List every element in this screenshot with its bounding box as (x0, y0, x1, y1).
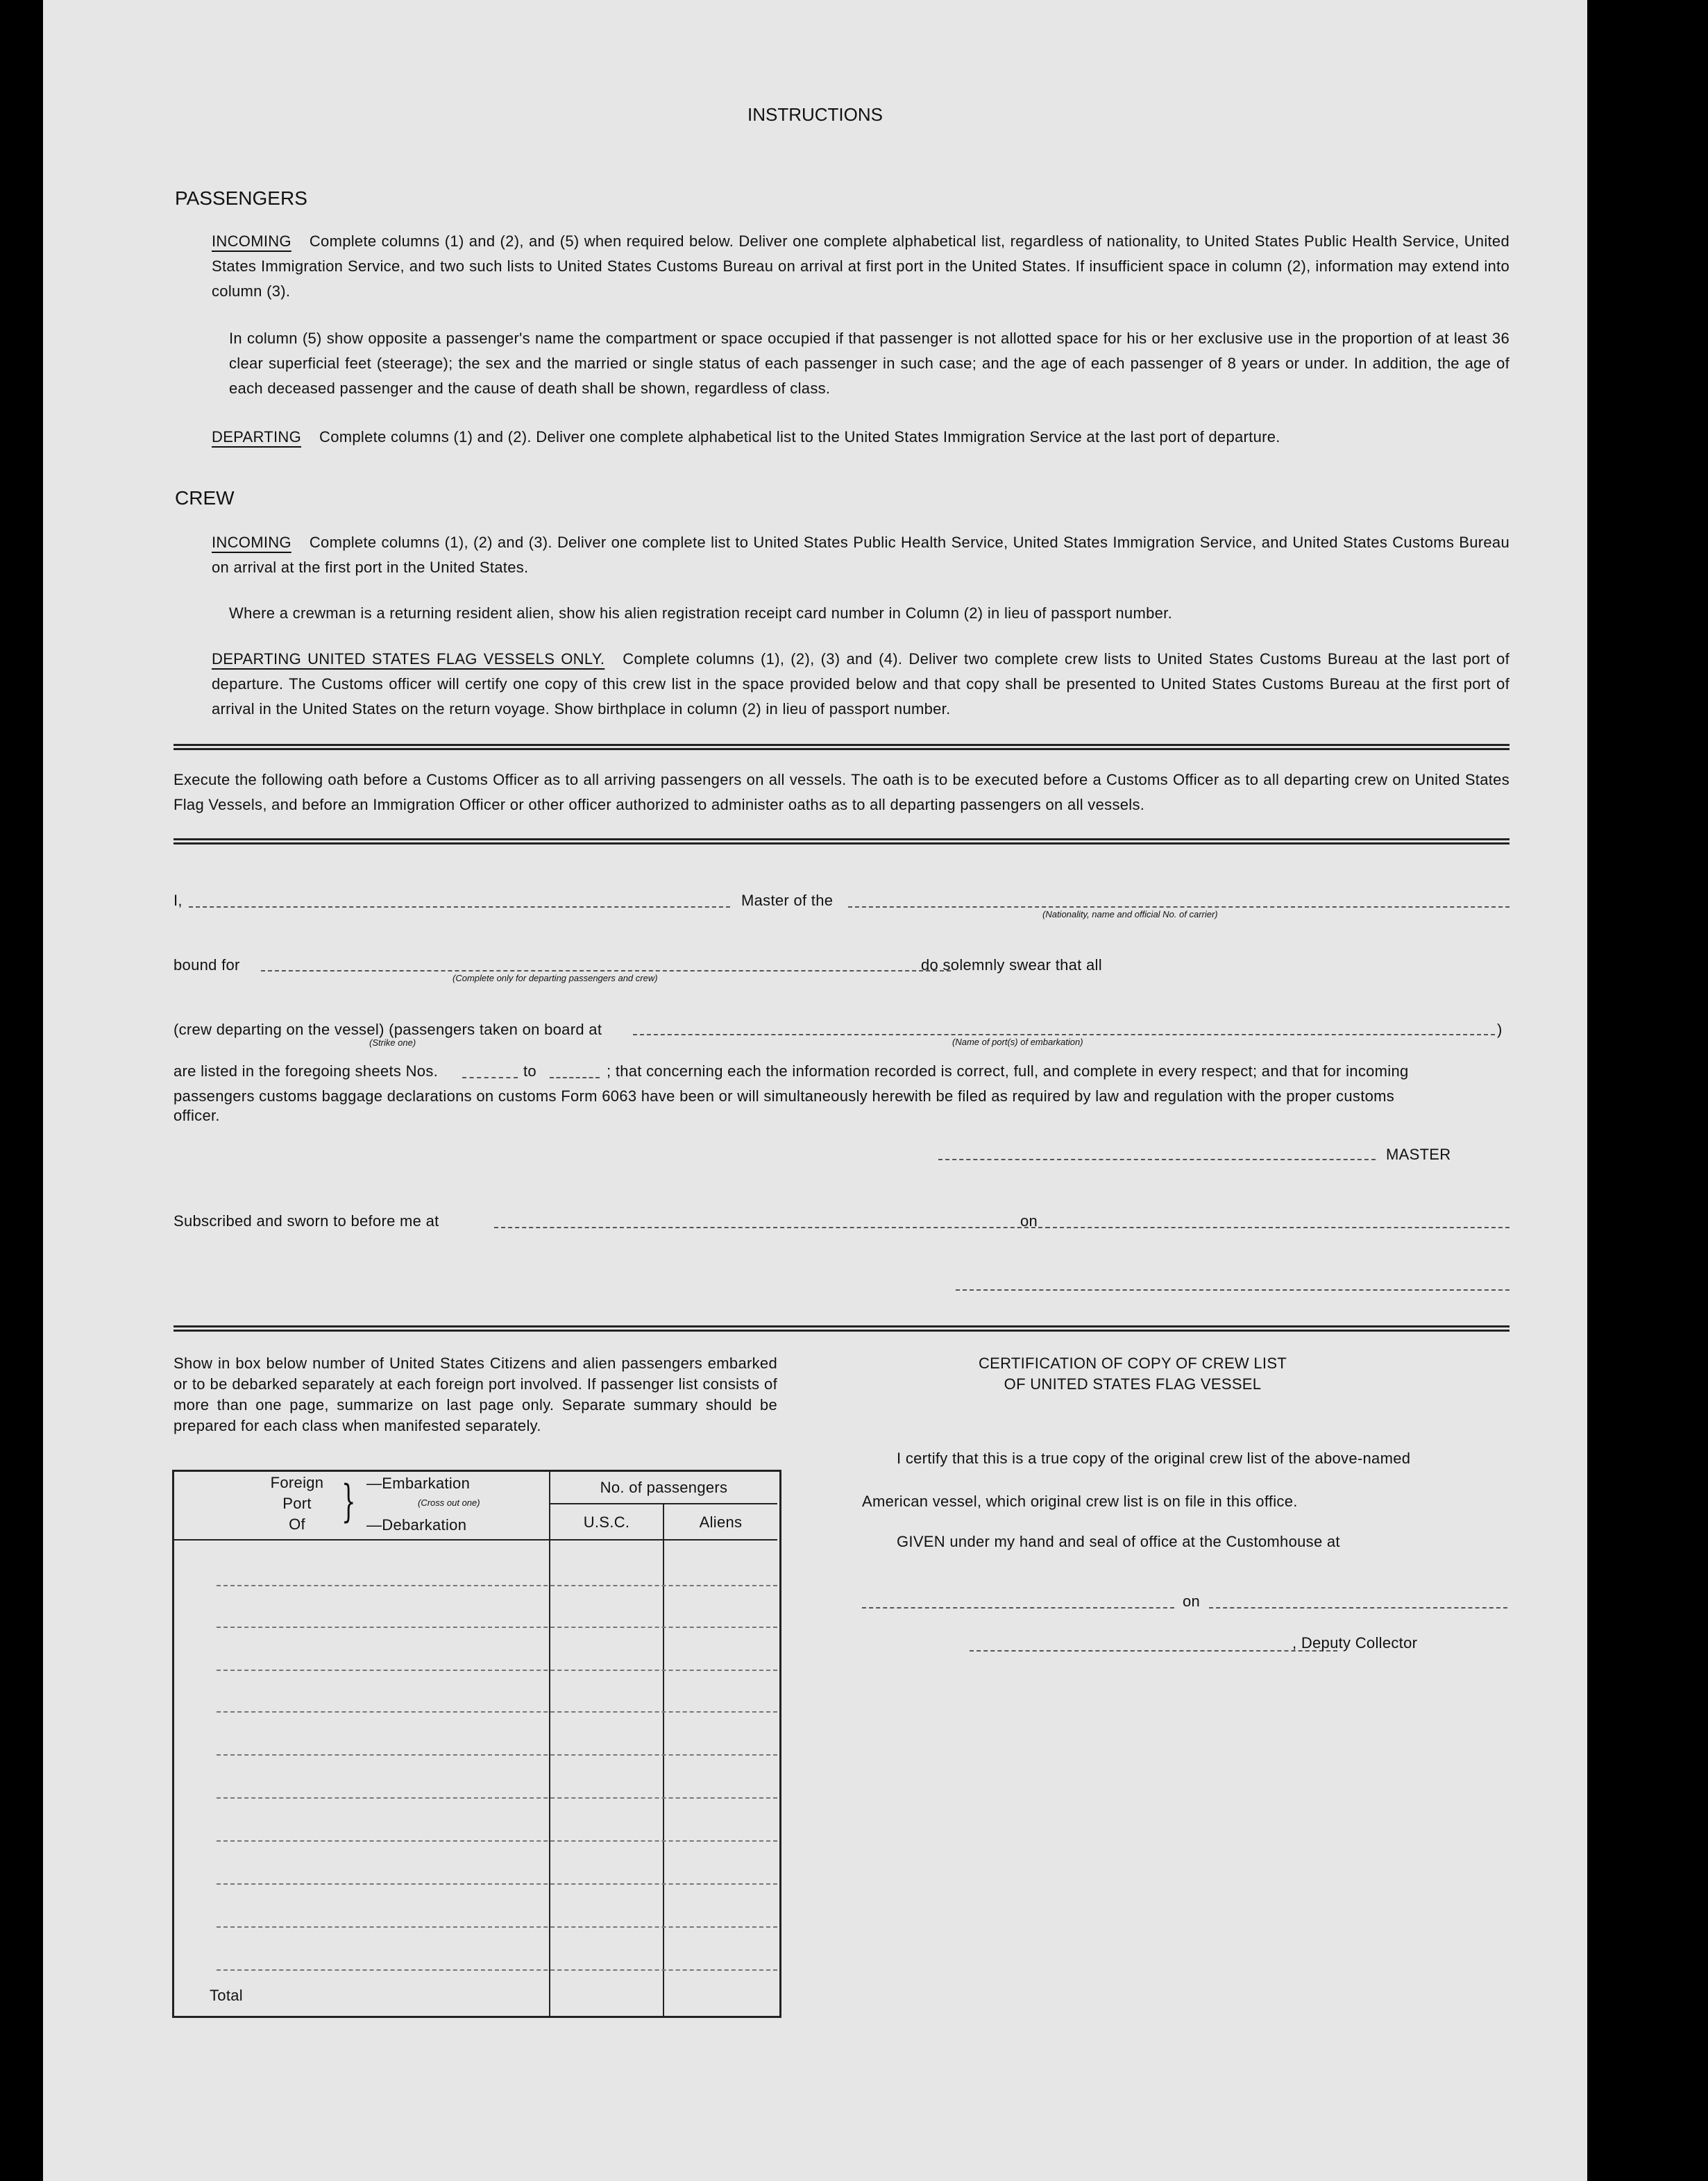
passengers-heading: PASSENGERS (175, 187, 307, 209)
usc-header: U.S.C. (583, 1513, 630, 1531)
table-row[interactable] (217, 1797, 777, 1799)
table-header-rule (174, 1539, 777, 1541)
listed-text-1: are listed in the foregoing sheets Nos. (174, 1062, 439, 1080)
listed-text-2: ; that concerning each the information recorded is correct, full, and complete in every respect; and that for incoming (607, 1062, 1409, 1080)
double-rule (174, 744, 1510, 750)
subscribed-label: Subscribed and sworn to before me at (174, 1212, 439, 1230)
certification-title-line-1: CERTIFICATION OF COPY OF CREW LIST (978, 1355, 1287, 1372)
form-sheet (43, 0, 1587, 2181)
passengers-departing-text: Complete columns (1) and (2). Deliver one complete alphabetical list to the United States Immigration Service at the last port of departure. (319, 428, 1280, 445)
aliens-header: Aliens (699, 1513, 743, 1531)
crew-departing-text: Complete columns (1), (2), (3) and (4). Deliver two complete crew lists to United States Customs Bureau at the last port of departure. The Customs officer will certify one copy of this crew list in the space provided below and that copy shall be presented to United States Customs Bureau at the first port of arrival in the United States on the return voyage. Show birthplace in column (2) in lieu of passport number. (212, 650, 1510, 718)
subscribed-on-label: on (1020, 1212, 1038, 1230)
table-column-rule (663, 1503, 664, 2016)
swear-text: do solemnly swear that all (921, 956, 1102, 974)
table-row[interactable] (217, 1883, 777, 1885)
certification-line-1: I certify that this is a true copy of the original crew list of the above-named (897, 1450, 1411, 1467)
listed-text-3: passengers customs baggage declarations on customs Form 6063 have been or will simultaneously herewith be filed as required by law and regulation with the proper customs (174, 1087, 1395, 1105)
bound-for-field[interactable] (261, 970, 951, 971)
complete-hint: (Complete only for departing passengers and crew) (453, 973, 658, 983)
table-row[interactable] (217, 1840, 777, 1842)
table-row[interactable] (217, 1670, 777, 1671)
nationality-hint: (Nationality, name and official No. of carrier) (1042, 909, 1218, 919)
passengers-incoming-label: INCOMING (212, 232, 291, 250)
oath-i-label: I, (174, 892, 183, 909)
passengers-incoming-paragraph (212, 229, 1510, 304)
foreign-port-label (255, 1473, 339, 1535)
table-column-rule (549, 1472, 550, 2016)
no-passengers-header: No. of passengers (600, 1479, 728, 1496)
crew-resident-paragraph: Where a crewman is a returning resident alien, show his alien registration receipt card number in Column (2) in lieu of passport number. (229, 604, 1172, 622)
crew-incoming-label: INCOMING (212, 534, 291, 551)
ports-hint: (Name of port(s) of embarkation) (952, 1037, 1083, 1047)
passengers-departing-paragraph (212, 425, 1510, 450)
passengers-incoming-text: Complete columns (1) and (2), and (5) when required below. Deliver one complete alphabetical list, regardless of nationality, to United States Public Health Service, United States Immigration Service, and two such lists to United States Customs Bureau on arrival at first port in the United States. If insufficient space in column (2), information may extend into column (3). (212, 232, 1510, 300)
listed-text-4: officer. (174, 1107, 220, 1124)
ports-field[interactable] (633, 1034, 1495, 1035)
summary-instructions: Show in box below number of United States Citizens and alien passengers embarked or to be debarked separately at each foreign port involved. If passenger list consists of more than one page, summarize on last page only. Separate summary should be prepared for each class when manifested separately. (174, 1355, 777, 1434)
master-label: MASTER (1386, 1146, 1451, 1163)
page-title: INSTRUCTIONS (747, 104, 883, 125)
crew-departing-text: (crew departing on the vessel) (passengers taken on board at (174, 1021, 602, 1038)
deputy-collector-field[interactable] (970, 1650, 1337, 1652)
passenger-summary-table (172, 1470, 781, 2018)
certification-date-field[interactable] (1209, 1607, 1507, 1609)
certification-title-line-2: OF UNITED STATES FLAG VESSEL (1004, 1375, 1262, 1393)
passengers-departing-label: DEPARTING (212, 428, 302, 445)
certification-line-2: American vessel, which original crew list is on file in this office. (862, 1493, 1298, 1510)
sheet-to-field[interactable] (550, 1077, 600, 1078)
certification-title (869, 1353, 1396, 1395)
strike-hint: (Strike one) (369, 1037, 416, 1048)
oath-intro: Execute the following oath before a Customs Officer as to all arriving passengers on all vessels. The oath is to be executed before a Customs Officer as to all departing crew on United States Flag Vessels, and before an Immigration Officer or other officer authorized to administer oaths as to all departing passengers on all vessels. (174, 771, 1510, 813)
subscribed-place-field[interactable] (494, 1227, 1049, 1228)
double-rule (174, 838, 1510, 845)
total-label: Total (210, 1987, 243, 2004)
officer-signature-field[interactable] (956, 1289, 1510, 1291)
table-row[interactable] (217, 1754, 777, 1756)
certification-on-label: on (1183, 1593, 1201, 1610)
subscribed-date-field[interactable] (1046, 1227, 1510, 1228)
of-text: Of (289, 1516, 305, 1533)
port-text: Port (282, 1495, 312, 1512)
debarkation-label: —Debarkation (366, 1516, 467, 1534)
table-row[interactable] (217, 1926, 777, 1928)
certification-line-3: GIVEN under my hand and seal of office at the Customhouse at (897, 1533, 1340, 1550)
close-paren: ) (1497, 1021, 1503, 1038)
brace-icon: } (341, 1476, 356, 1527)
master-name-field[interactable] (189, 906, 730, 908)
deputy-collector-label: , Deputy Collector (1292, 1634, 1418, 1652)
passengers-column5-paragraph: In column (5) show opposite a passenger's name the compartment or space occupied if that passenger is not allotted space for his or her exclusive use in the proportion of at least 36 clear superficial feet (steerage); the sex and the married or single status of each passenger in such case; and the age of each passenger of 8 years or under. In addition, the age of each deceased passenger and the cause of death shall be shown, regardless of class. (229, 330, 1510, 397)
master-of-label: Master of the (741, 892, 834, 909)
table-row[interactable] (217, 1585, 777, 1586)
crew-incoming-paragraph (212, 530, 1510, 580)
customhouse-field[interactable] (862, 1607, 1174, 1609)
crew-incoming-text: Complete columns (1), (2) and (3). Deliver one complete list to United States Public Health Service, United States Immigration Service, and United States Customs Bureau on arrival at the first port in the United States. (212, 534, 1510, 576)
carrier-field[interactable] (848, 906, 1510, 908)
to-label: to (523, 1062, 536, 1080)
crew-heading: CREW (175, 487, 235, 509)
foreign-text: Foreign (270, 1474, 324, 1491)
table-row[interactable] (217, 1627, 777, 1628)
embarkation-label: —Embarkation (366, 1475, 471, 1492)
crew-departing-paragraph (212, 647, 1510, 722)
cross-out-hint: (Cross out one) (418, 1497, 480, 1508)
table-row[interactable] (217, 1969, 777, 1971)
sheet-from-field[interactable] (462, 1077, 518, 1078)
bound-for-label: bound for (174, 956, 240, 974)
master-signature-field[interactable] (938, 1159, 1376, 1160)
crew-departing-label: DEPARTING UNITED STATES FLAG VESSELS ONLY. (212, 650, 605, 668)
table-row[interactable] (217, 1711, 777, 1713)
double-rule (174, 1325, 1510, 1332)
